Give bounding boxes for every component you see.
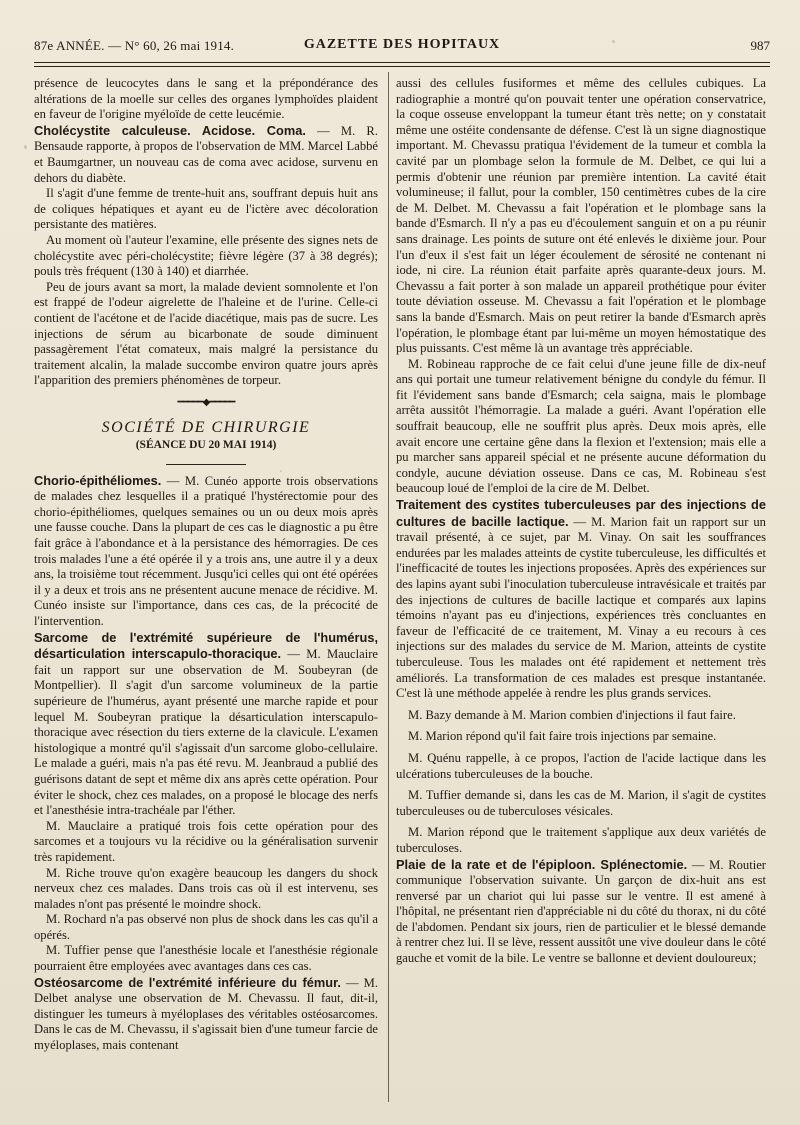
topic-heading: Ostéosarcome de l'extrémité inférieure du fémur. xyxy=(34,974,341,990)
topic-heading: Chorio-épithéliomes. xyxy=(34,472,162,488)
paragraph: M. Mauclaire a pratiqué trois fois cette opération pour des sarcomes et a toujours vu la récidive ou la généralisation survenir très rapidement. xyxy=(34,818,378,864)
section-subtitle: (SÉANCE DU 20 MAI 1914) xyxy=(135,439,277,452)
paragraph: M. Tuffier demande si, dans les cas de M. Marion, il s'agit de cystites tuberculeuses ou de tuberculoses vésicales. xyxy=(396,788,766,818)
topic-text: — M. Cunéo apporte trois observations de malades chez lesquelles il a pratiqué l'hystérectomie pour des chorio-épithéliomes, quelques semaines ou un ou deux mois après une fausse couche. Dans la plupart de ces cas le diagnostic a pu être fait grâce à l'abondance et à la persistance des hémorragies. De ces trois malades l'une a été opérée il y a trois ans, une autre il y a deux ans, la troisième tout récemment. Jusqu'ici celles qui ont été opérées il y a deux et trois ans ne présentent aucune menace de récidive. M. Cunéo insiste sur l'importance, dans ces cas, de la précocité de l'intervention. xyxy=(34,473,378,628)
topic-text: rapporte, à propos de l'observation de MM. Marcel Labbé et Baumgartner, un nouveau cas de coma avec acidose, survenu en dehors du diabète. xyxy=(34,139,378,185)
topic-heading: Traitement des cystites tuberculeuses par des injections de cultures de bacille lactique. xyxy=(396,497,766,529)
topic-heading: Plaie de la rate et de l'épiploon. Splénectomie. xyxy=(396,856,688,872)
topic-text: — M. Routier communique l'observation suivante. Un garçon de dix-huit ans est renversé par un chariot qui lui passe sur le ventre. Il est amené à l'hôpital, ne présentant rien d'appréciable ni du côté du thorax, ni du côté de l'abdomen. Pendant six jours, rien de particulier et le blessé demande à rentrer chez lui. Il se lève, ressent aussitôt une vive douleur dans le côté gauche et vomit de la bile. Le ventre se ballonne et devient douloureux; xyxy=(396,857,766,966)
page-header xyxy=(34,34,770,56)
paragraph: Au moment où l'auteur l'examine, elle présente des signes nets de cholécystite avec péri-cholécystite; fièvre légère (37 à 38 degrés); pouls très fréquent (130 à 140) et diarrhée. xyxy=(34,232,378,279)
header-rule-thin xyxy=(34,66,770,67)
topic-heading: Cholécystite calculeuse. Acidose. Coma. xyxy=(34,122,306,138)
paper-speck xyxy=(612,40,615,43)
paragraph: M. Bazy demande à M. Marion combien d'injections il faut faire. xyxy=(408,707,736,722)
paragraph: M. Tuffier pense que l'anesthésie locale et l'anesthésie régionale pourraient être employées avec avantages dans ces cas. xyxy=(34,943,378,974)
header-rule xyxy=(34,62,770,63)
section-ornament: ━━━━━◆━━━━━ xyxy=(177,396,235,408)
left-column xyxy=(34,76,378,1054)
paragraph: M. Quénu rappelle, à ce propos, l'action de l'acide lactique dans les ulcérations tuberculeuses de la bouche. xyxy=(396,750,766,781)
topic-heading: Sarcome de l'extrémité supérieure de l'humérus, désarticulation interscapulo-thoracique. xyxy=(34,629,378,662)
paragraph: M. Marion répond que le traitement s'applique aux deux variétés de tuberculoses. xyxy=(396,825,766,855)
paragraph: M. Riche trouve qu'on exagère beaucoup les dangers du shock nerveux chez ces malades. Dans trois cas où il est intervenu, ses malades n'ont pas présenté le moindre shock. xyxy=(34,865,378,911)
topic-text: — M. Marion fait un rapport sur un travail présenté, à ce sujet, par M. Vinay. On sait les souffrances endurées par les malades atteints de cystite tuberculeuse, les difficultés et l'inefficacité de toutes les injections proposées. Après des expériences sur des lapins ayant subi l'inoculation tuberculeuse intravésicale et traités par des injections de cultures de bacille lactique et comparés aux lapins témoins n'ayant pas eu d'injections, expériences très concluantes en faveur de l'efficacité de ce traitement, M. Vinay a eu recours à ces injections sur des malades du service de M. Marion, atteints de cystite tuberculeuse. Tous les malades ont été rapidement et nettement très améliorés. La transformation de ces malades est presque instantanée. C'est là une méthode appelée à rendre les plus grands services. xyxy=(396,514,766,701)
page-number: 987 xyxy=(750,38,770,53)
paper-speck xyxy=(280,470,282,472)
topic-author: — M. R. Bensaude xyxy=(34,123,378,154)
topic-text: — M. Delbet analyse une observation de M. Chevassu. Il faut, dit-il, distinguer les tumeurs à myéloplases des véritables ostéosarcomes. Dans le cas de M. Chevassu, il s'agissait bien d'une tumeur farcie de myéloplases, mais contenant xyxy=(34,975,378,1053)
column-divider xyxy=(388,72,389,1102)
paragraph: M. Marion répond qu'il fait faire trois injections par semaine. xyxy=(408,729,717,744)
section-rule xyxy=(166,464,246,465)
paragraph: Il s'agit d'une femme de trente-huit ans, souffrant depuis huit ans de coliques hépatiques et ayant eu de l'ictère avec décoloration persistante des matières. xyxy=(34,186,378,232)
paragraph: M. Rochard n'a pas observé non plus de shock dans les cas qu'il a opérés. xyxy=(34,912,378,942)
section-title: SOCIÉTÉ DE CHIRURGIE xyxy=(101,419,311,437)
journal-title: GAZETTE DES HOPITAUX xyxy=(303,37,501,52)
issue-info: 87e ANNÉE. — N° 60, 26 mai 1914. xyxy=(34,38,235,53)
paragraph: M. Robineau rapproche de ce fait celui d'une jeune fille de dix-neuf ans qui portait une tumeur relativement bénigne du condyle du fémur. Il fit l'évidement sans bande d'Esmarch; cela saigna, mais le plombage arrêta aussitôt l'hémorragie. La malade a guéri. Avant l'opération elle souffrait beaucoup, elle ne souffrit plus après. Deux mois après, elle avait encore une certaine gêne dans la flexion et l'extension; mais elle a pu marcher sans appareil spécial et ne présente aucune déformation du condyle, aucune déviation osseuse. Dans ce cas, M. Robineau s'est beaucoup loué de l'emploi de la cire de M. Delbet. xyxy=(396,356,766,496)
paper-speck xyxy=(24,145,27,149)
paragraph: aussi des cellules fusiformes et même des cellules cubiques. La radiographie a montré qu'on pouvait tenter une opération conservatrice, la coque osseuse enveloppant la tumeur étant très nette; on y constatait même une ostéite condensante de défense. C'est là un signe diagnostique important. M. Chevassu pratiqua l'évidement de la tumeur et combla la cavité par un plombage selon la formule de M. Delbet, ce qui lui a permis d'obtenir une réunion par première intention. La cavité était volumineuse; il fallut, pour la combler, 150 centimètres cubes de la cire de M. Delbet. M. Chevassu a fait l'opération et le plombage sans la bande d'Esmarch. Il n'y a pas eu d'écoulement sanguin et on a pu réunir sans drainage. Les points de suture ont été enlevés le dixième jour. Pour l'un d'eux il s'est fait un léger écoulement de sérosité ne contenant ni iode, ni cire. La réunion était parfaite après quarante-deux jours. M. Chevassu a fait porter à son malade un appareil prothétique pour éviter toute déviation osseuse. M. Chevassu a fait l'opération et le plombage sans la bande d'Esmarch. Mais on peut retirer la bande d'Esmarch après l'opération, le plombage étant par lui-même un moyen hémostatique des plus puissants. C'est même là un avantage très appréciable. xyxy=(396,76,766,356)
paragraph: Peu de jours avant sa mort, la malade devient somnolente et l'on est frappé de l'odeur aigrelette de l'haleine et de l'urine. Celle-ci contient de l'acétone et de l'acide diacétique, mais pas de sucre. Les injections de sérum au bicarbonate de soude diminuent passagèrement l'état comateux, mais malgré la persistance du traitement alcalin, la malade succombe environ quatre jours après l'apparition des premiers phénomènes de torpeur. xyxy=(34,279,378,388)
right-column xyxy=(396,76,766,967)
topic-text: — M. Mauclaire fait un rapport sur une observation de M. Soubeyran (de Montpellier). Il s'agit d'un sarcome volumineux de la partie supérieure de l'humérus, ayant présenté une marche rapide et pour lequel M. Soubeyran pratique la désarticulation interscapulo-thoracique avec résection du tiers externe de la clavicule. L'examen histologique a montré qu'il s'agissait d'un sarcome globo-cellulaire. Le malade a guéri, mais n'a pas été revu. M. Jeanbraud a publié des guérisons datant de sept et même dix ans après cette opération. Pour éviter le shock, chez ces malades, on a proposé le blocage des nerfs et l'anesthésie intra-trachéale par l'éther. xyxy=(34,647,378,818)
paragraph: présence de leucocytes dans le sang et la prépondérance des altérations de la moelle sur celles des organes lymphoïdes plaident en faveur de l'origine myéloïde de cette leucémie. xyxy=(34,76,378,122)
